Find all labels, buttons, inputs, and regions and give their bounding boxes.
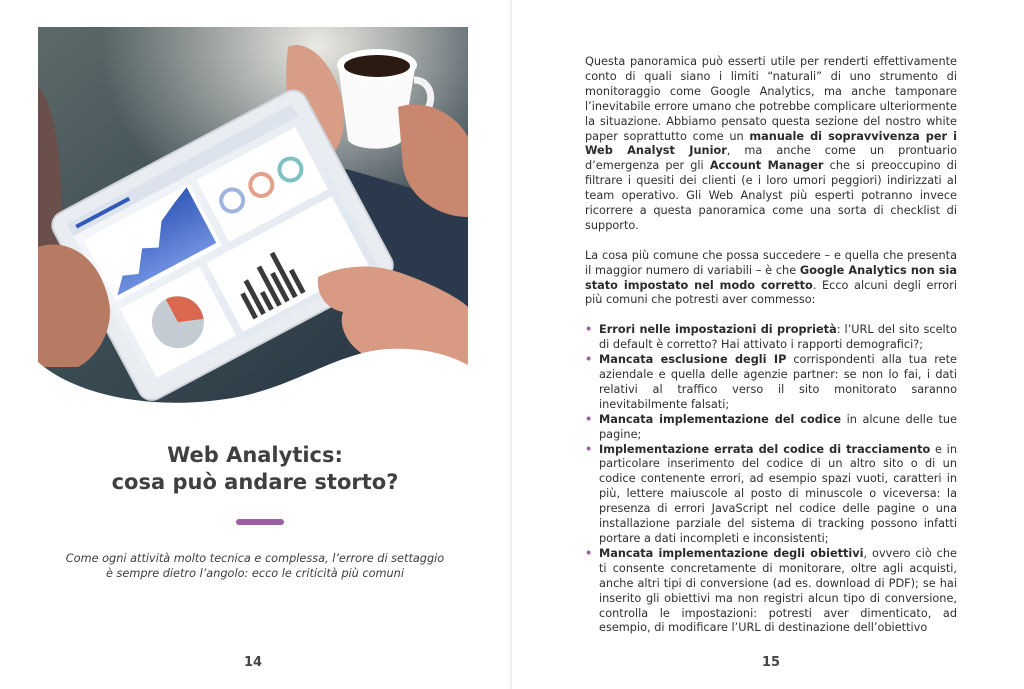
intro-paragraph [585, 55, 957, 234]
common-errors-paragraph [585, 249, 957, 309]
list-item-title: Mancata implementazione del codice [599, 412, 842, 426]
list-item [585, 413, 957, 443]
text-span: . Ecco alcuni degli errori più comuni che potresti aver commesso: [585, 278, 958, 307]
text-span: La cosa più comune che possa succedere – e quella che presenta il maggior numero di variabili – è che [585, 248, 957, 277]
list-item-text: : l’URL del sito scelto di default è corretto? Hai attivato i rapporti demografici?; [599, 323, 957, 352]
list-item [585, 443, 957, 547]
body-text [585, 55, 957, 636]
text-span: , ma anche come un prontuario d’emergenza per gli [585, 144, 957, 173]
list-item-title: Implementazione errata del codice di tracciamento [599, 442, 931, 456]
chapter-title-line1: Web Analytics: [167, 443, 343, 467]
list-item-text: e in particolare inserimento del codice di un altro sito o di un codice contenente errori, ad esempio spazi vuoti, caratteri in più, lettere maiuscole al posto di minuscole o viceversa: la presenza di errori JavaScript nel codice delle pagine o una installazione parziale del sistema di tracking possono infatti portare a dati incompleti e inconsistenti; [599, 442, 957, 545]
list-item-title: Errori nelle impostazioni di proprietà [599, 323, 837, 337]
list-item-title: Mancata implementazione degli obiettivi [599, 546, 864, 560]
bold-span: Account Manager [709, 159, 824, 173]
left-page [0, 0, 510, 689]
tablet-coffee-photo [38, 27, 468, 407]
chapter-subtitle-line2: è sempre dietro l’angolo: ecco le criticità più comuni [106, 567, 404, 580]
text-span: Questa panoramica può esserti utile per renderti effettivamente conto di quali siano i limiti “naturali” di uno strumento di monitoraggio come Google Analytics, ma anche tamponare l’inevitabile errore umano che potrebbe complicare ulteriormente la situazione. Abbiamo pensato questa sezione del nostro white paper soprattutto come un [585, 55, 957, 143]
bold-span: Google Analytics non sia stato impostato nel modo corretto [585, 263, 957, 292]
list-item-text: , ovvero ciò che ti consente concretamente di monitorare, oltre agli acquisti, anche altri tipi di conversione (ad es. download di PDF); se hai inserito gli obiettivi ma non registri alcun tipo di conversione, controlla le impostazioni: potresti aver dimenticato, ad esempio, di modificare l’URL di destinazione dell’obiettivo [599, 546, 957, 635]
chapter-title [0, 442, 510, 496]
error-list [585, 323, 957, 636]
page-number-right: 15 [762, 655, 781, 670]
list-item-text: in alcune delle tue pagine; [599, 412, 957, 441]
list-item-text: corrispondenti alla tua rete aziendale e quella delle agenzie partner: se non lo fai, i dati relativi al traffico verso il sito monitorato saranno inevitabilmente falsati; [599, 353, 957, 411]
text-span: che si preoccupino di filtrare i quesiti dei clienti (e i loro umori peggiori) indirizzati al team operativo. Gli Web Analyst più esperti potranno invece ricorrere a questa panoramica come una sorta di checklist di supporto. [585, 159, 957, 232]
list-item [585, 323, 957, 353]
list-item [585, 353, 957, 413]
chapter-subtitle [40, 551, 470, 581]
accent-divider [236, 519, 284, 525]
chapter-subtitle-line1: Come ogni attività molto tecnica e complessa, l’errore di settaggio [65, 552, 445, 565]
list-item [585, 547, 957, 636]
bold-span: manuale di sopravvivenza per i Web Analyst Junior [585, 129, 957, 158]
chapter-title-line2: cosa può andare storto? [111, 470, 399, 494]
list-item-title: Mancata esclusione degli IP [599, 353, 787, 367]
page-number-left: 14 [244, 655, 263, 670]
